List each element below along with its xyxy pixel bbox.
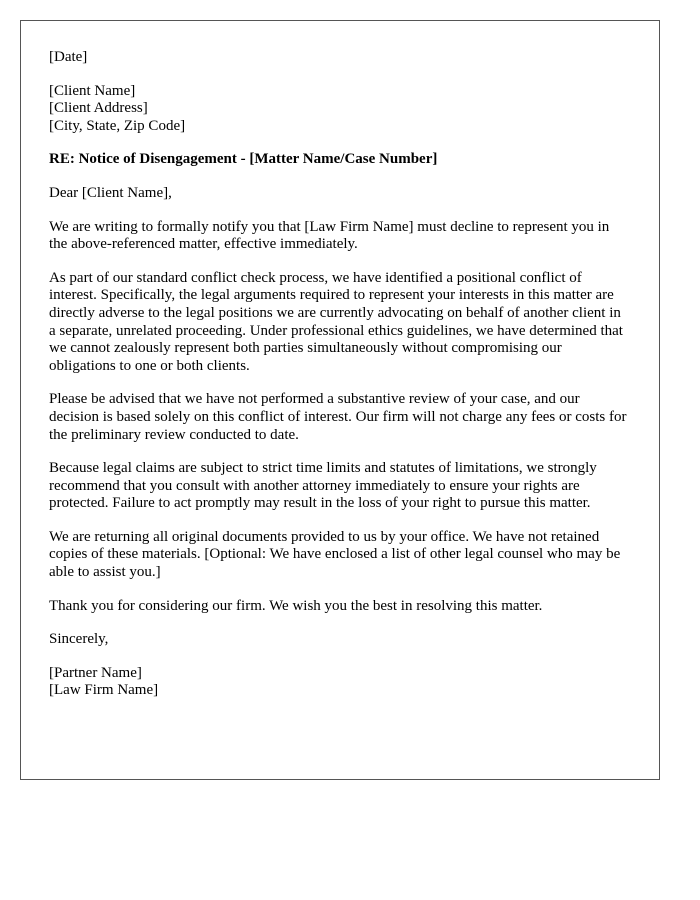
client-address: [Client Address] (49, 100, 148, 117)
letter-page (20, 20, 660, 780)
recipient-address-block (49, 83, 631, 136)
client-city-state-zip: [City, State, Zip Code] (49, 117, 186, 134)
salutation: Dear [Client Name], (49, 184, 172, 201)
body-paragraph-2: As part of our standard conflict check process, we have identified a positional conflict of interest. Specifically, the legal arguments required to represent your interests in this matter are directly adverse to the legal positions we are currently advocating on behalf of another client in a separate, unrelated proceeding. Under professional ethics guidelines, we have determined that we cannot zealously represent both parties simultaneously without compromising our obligations to one or both clients. (49, 269, 623, 374)
date-line (49, 49, 631, 67)
signer-firm: [Law Firm Name] (49, 682, 159, 699)
signer-name: [Partner Name] (49, 664, 142, 681)
body-paragraph-3: Please be advised that we have not performed a substantive review of your case, and our decision is based solely on this conflict of interest. Our firm will not charge any fees or costs for the preliminary review conducted to date. (49, 391, 627, 443)
body-paragraph-1: We are writing to formally notify you that [Law Firm Name] must decline to represent you in the above-referenced matter, effective immediately. (49, 218, 610, 253)
body-paragraph-4: Because legal claims are subject to strict time limits and statutes of limitations, we strongly recommend that you consult with another attorney immediately to ensure your rights are protected. Failure to act promptly may result in the loss of your right to pursue this matter. (49, 460, 597, 512)
letter-date: [Date] (49, 49, 88, 65)
subject-line: RE: Notice of Disengagement - [Matter Name/Case Number] (49, 151, 438, 168)
body-paragraph-5: We are returning all original documents provided to us by your office. We have not retained copies of these materials. [Optional: We have enclosed a list of other legal counsel who may be able to assist you.] (49, 528, 621, 581)
signature-block (49, 665, 631, 700)
client-name: [Client Name] (49, 82, 136, 99)
body-paragraph-6: Thank you for considering our firm. We wish you the best in resolving this matter. (49, 597, 543, 614)
closing: Sincerely, (49, 631, 109, 648)
